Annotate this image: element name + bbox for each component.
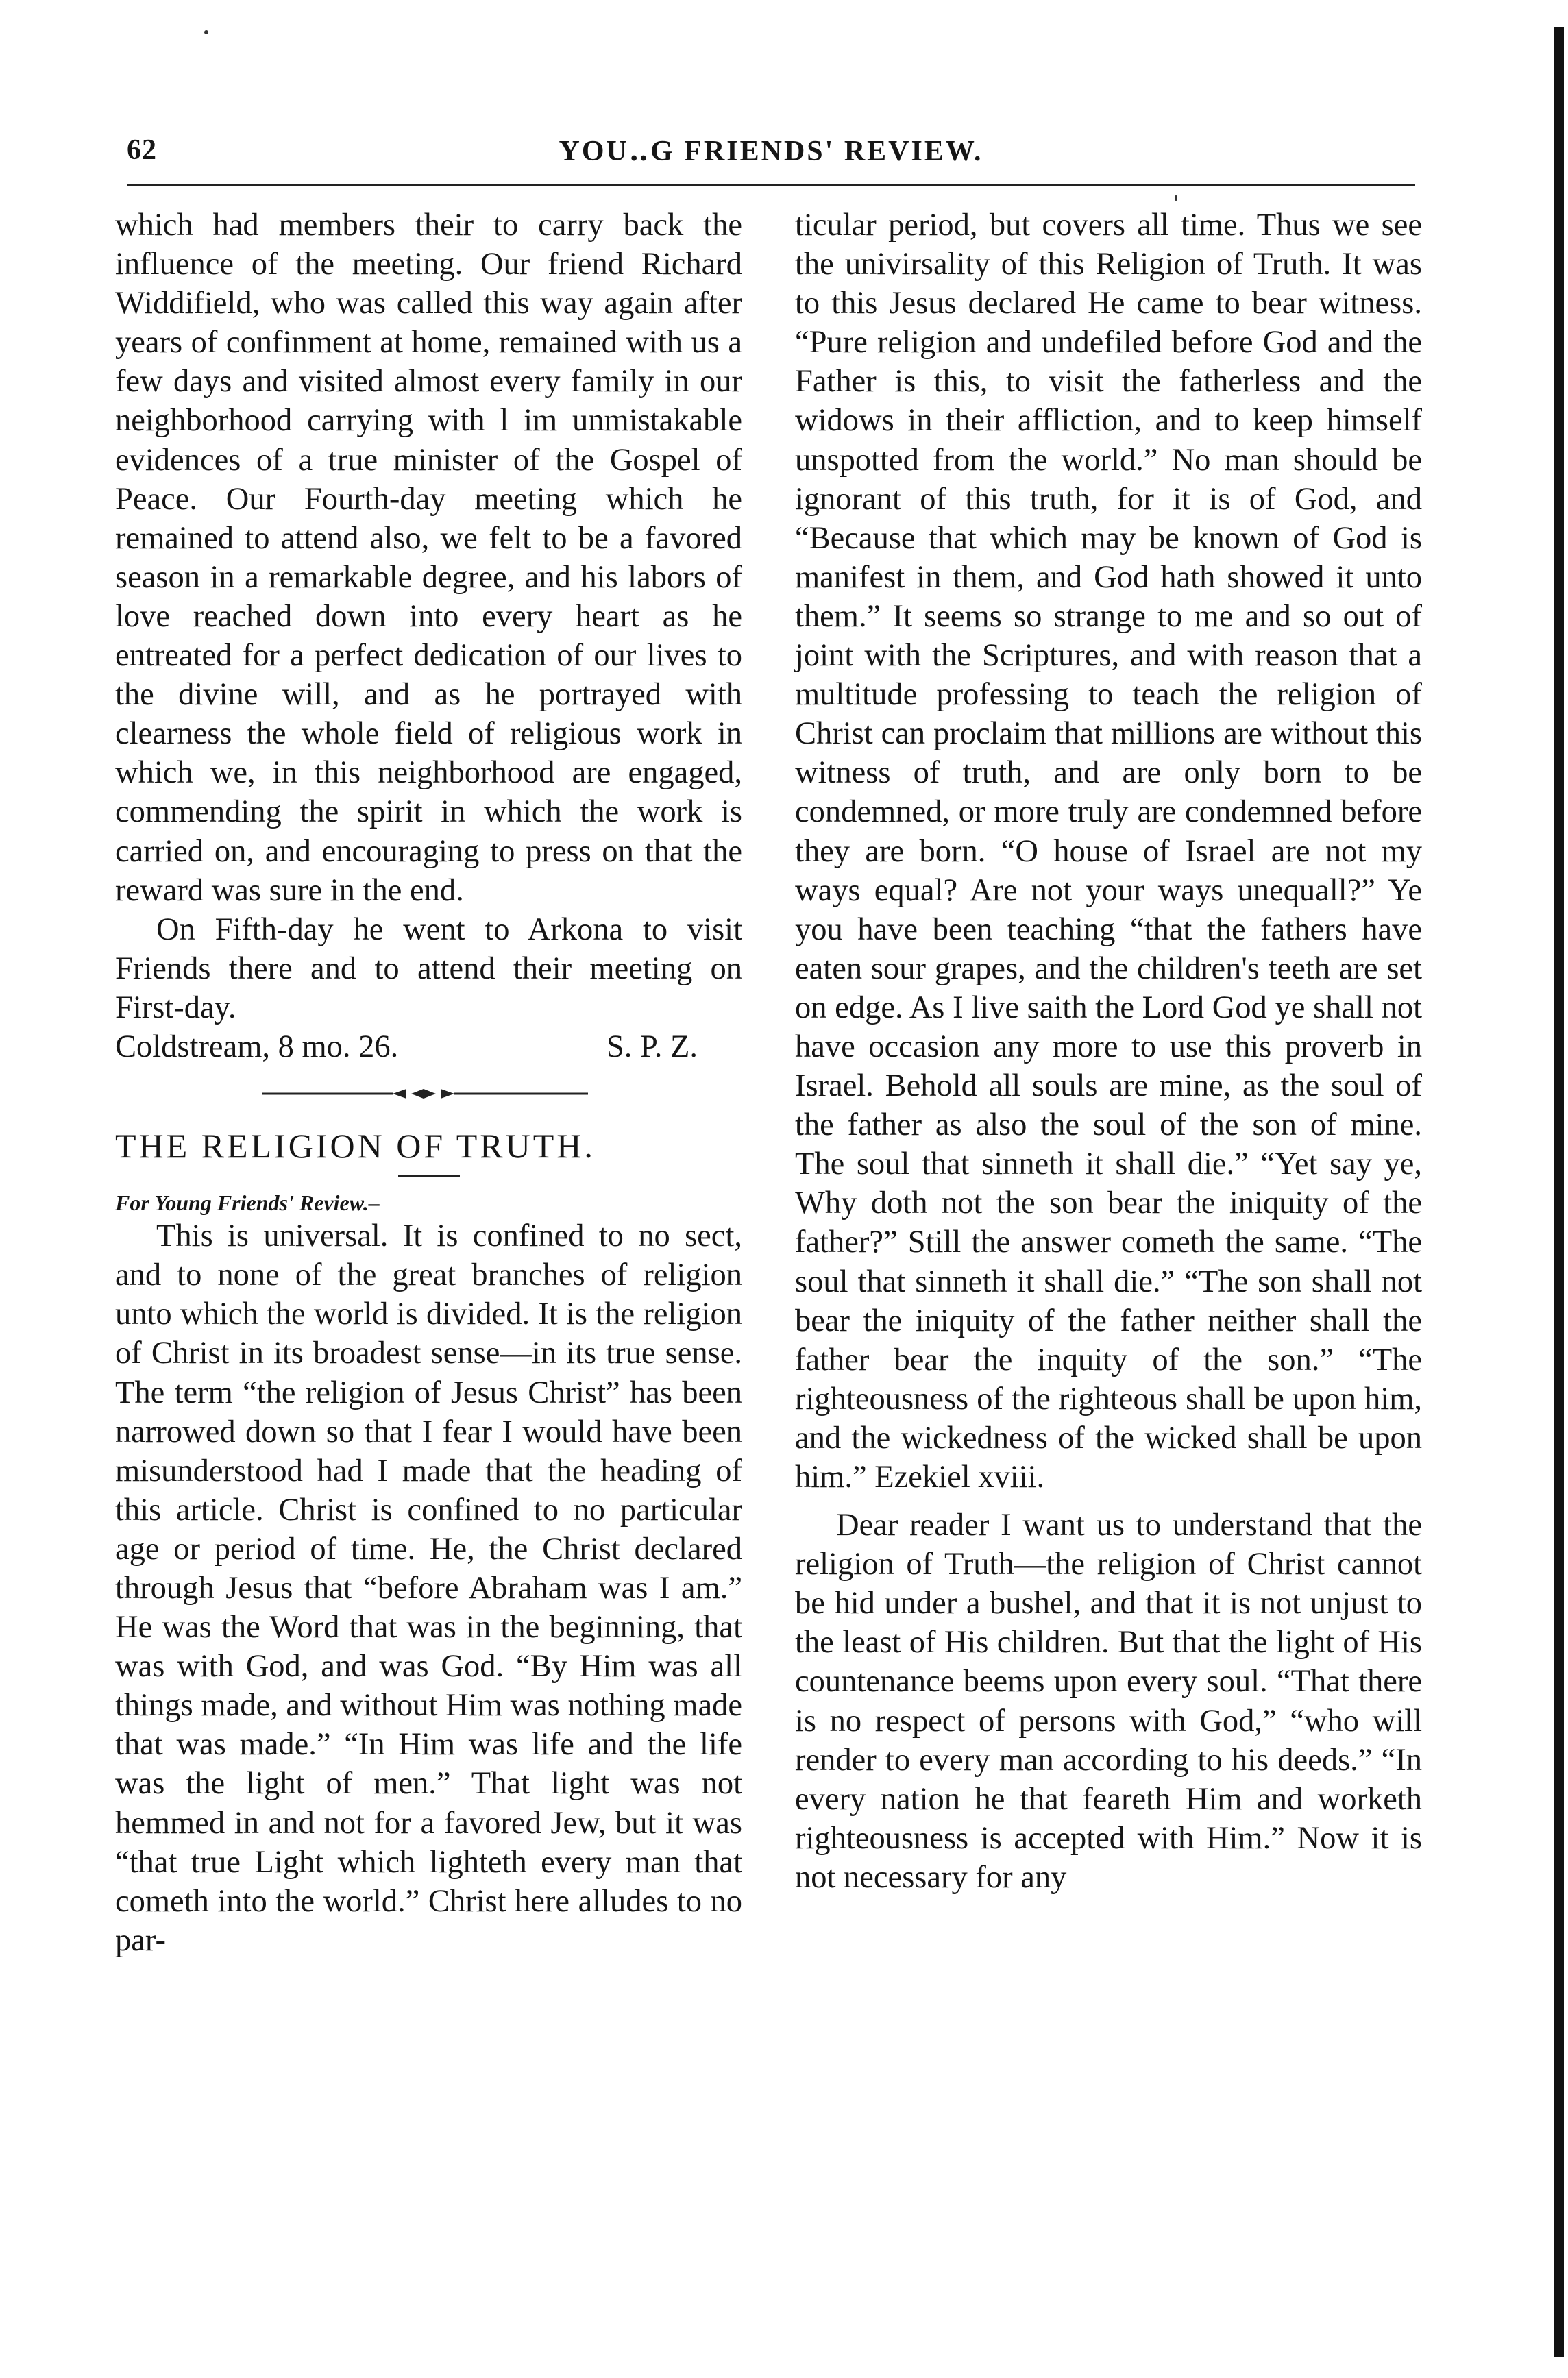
page-number: 62 xyxy=(127,134,157,166)
letter-closing-paragraph: On Fifth-day he went to Arkona to visit Friends there and to attend their meeting on First-day. xyxy=(115,911,742,1025)
title-rule xyxy=(398,1175,460,1177)
article-paragraph: Dear reader I want us to understand that the religion of Truth—the religion of Christ cannot be hid under a bushel, and that it is not unjust to the least of His children. But that the light of His countenance beems upon every soul. “That there is no respect of persons with God,” “who will render to every man according to his deeds.” “In every nation he that feareth Him and worketh righteousness is accepted with Him.” Now it is not necessary for any xyxy=(795,1508,1422,1895)
left-column xyxy=(115,206,742,1960)
dateline-place: Coldstream, 8 mo. 26. xyxy=(115,1029,399,1064)
letter-continuation-paragraph: which had members their to carry back the influence of the meeting. Our friend Richard Widdifield, who was called this way again after years of confinment at home, remained with us a few days and visited almost every family in our neighborhood carrying with l im unmistakable evidences of a true minister of the Gospel of Peace. Our Fourth-day meeting which he remained to attend also, we felt to be a favored season in a remarkable degree, and his labors of love reached down into every heart as he entreated for a perfect dedication of our lives to the divine will, and as he portrayed with clearness the whole field of religious work in which we, in this neighborhood are engaged, commending the spirit in which the work is carried on, and encouraging to press on that the reward was sure in the end. xyxy=(115,208,742,908)
article-continuation-paragraph: ticular period, but covers all time. Thus we see the univirsality of this Religion of Truth. It was to this Jesus declared He came to bear witness. “Pure religion and undefiled before God and the Father is this, to visit the fatherless and the widows in their affliction, and to keep himself unspotted from the world.” No man should be ignorant of this truth, for it is of God, and “Because that which may be known of God is manifest in them, and God hath showed it unto them.” It seems so strange to me and so out of joint with the Scriptures, and with reason that a multitude professing to teach the religion of Christ can proclaim that millions are without this witness of truth, and are only born to be condemned, or more truly are condemned before they are born. “O house of Israel are not my ways equal? Are not your ways unequall?” Ye you have been teaching “that the fathers have eaten sour grapes, and the children's teeth are set on edge. As I live saith the Lord God ye shall not have occasion any more to use this proverb in Israel. Behold all souls are mine, as the soul of the father as also the soul of the son of mine. The soul that sinneth it shall die.” “Yet say ye, Why doth not the son bear the iniquity of the father?” Still the answer cometh the same. “The soul that sinneth it shall die.” “The son shall not bear the iniquity of the father neither shall the father bear the inquity of the son.” “The righteousness of the righteous shall be upon him, and the wickedness of the wicked shall be upon him.” Ezekiel xviii. xyxy=(795,208,1422,1495)
contribution-line: For Young Friends' Review.– xyxy=(115,1190,380,1216)
article-paragraph: This is universal. It is confined to no sect, and to none of the great branches of religion unto which the world is divided. It is the religion of Christ in its broadest sense—in its true sense. The term “the religion of Jesus Christ” has been narrowed down so that I fear I would have been misunderstood had I made that the heading of this article. Christ is confined to no particular age or period of time. He, the Christ declared through Jesus that “before Abraham was I am.” He was the Word that was in the beginning, that was with God, and was God. “By Him was all things made, and without Him was nothing made that was made.” “In Him was life and the life was the light of men.” That light was not hemmed in and not for a favored Jew, but it was “that true Light which lighteth every man that cometh into the world.” Christ here alludes to no par- xyxy=(115,1218,742,1958)
dateline-initials: S. P. Z. xyxy=(606,1029,698,1064)
page-header xyxy=(127,134,1415,175)
section-divider-ornament xyxy=(115,1080,742,1107)
scan-edge-bar xyxy=(1554,27,1564,2357)
scan-speck xyxy=(204,30,208,34)
scan-speck xyxy=(1175,195,1177,201)
letter-dateline xyxy=(115,1027,742,1066)
running-title: YOU‥G FRIENDS' REVIEW. xyxy=(559,136,983,167)
header-rule xyxy=(127,184,1415,186)
right-column xyxy=(795,206,1422,1897)
article-title: THE RELIGION OF TRUTH. xyxy=(115,1127,596,1166)
